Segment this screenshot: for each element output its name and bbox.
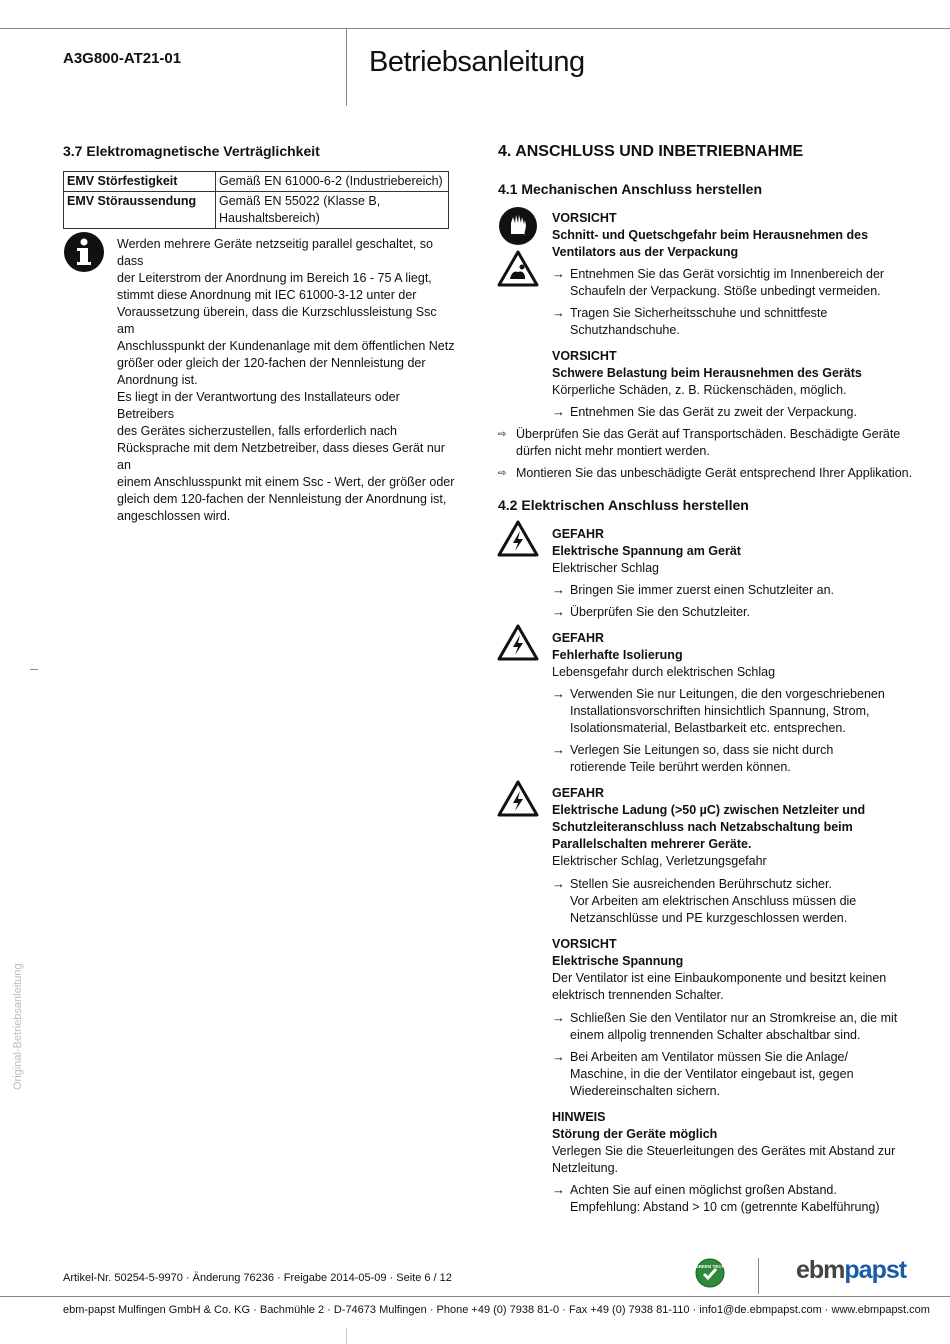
model-number: A3G800-AT21-01: [63, 50, 182, 67]
info-line: Rücksprache mit dem Netzbetreiber, dass dieses Gerät nur an: [117, 441, 445, 472]
action-text: Bringen Sie immer zuerst einen Schutzleiter an.: [570, 583, 835, 597]
section-title-4-2: 4.2 Elektrischen Anschluss herstellen: [498, 497, 749, 513]
action-text: Schutzhandschuhe.: [570, 323, 680, 337]
table-row: [64, 172, 449, 192]
action-text: Verwenden Sie nur Leitungen, die den vorgeschriebenen: [570, 687, 885, 701]
header-divider: [346, 28, 347, 106]
article-info: Artikel-Nr. 50254-5-9970 · Änderung 76236 · Freigabe 2014-05-09 · Seite 6 / 12: [63, 1272, 452, 1284]
danger-level: GEFAHR: [552, 631, 605, 645]
info-line: Anordnung ist.: [117, 373, 198, 387]
action-text: Wiedereinschalten sichern.: [570, 1084, 721, 1098]
action-text: Überprüfen Sie den Schutzleiter.: [570, 605, 750, 619]
emv-table: [63, 171, 449, 229]
logo-papst: papst: [844, 1256, 907, 1284]
arrow-icon: →: [552, 404, 565, 419]
danger-text: Elektrischer Schlag: [552, 561, 659, 575]
action-text: Verlegen Sie Leitungen so, dass sie nicht durch: [570, 743, 834, 757]
company-info: ebm-papst Mulfingen GmbH & Co. KG · Bachmühle 2 · D-74673 Mulfingen · Phone +49 (0) 7938 81-0 · Fax +49 (0) 7938 81-110 · info1@de.ebmpapst.com · www.ebmpapst.com: [63, 1304, 930, 1316]
info-line: gleich dem 120-fachen der Nennleistung der Anordnung ist,: [117, 492, 447, 506]
danger-heading: Fehlerhafte Isolierung: [552, 648, 683, 662]
footer-rule: [0, 1296, 950, 1297]
danger-heading: Elektrische Spannung am Gerät: [552, 544, 741, 558]
action-text: Stellen Sie ausreichenden Berührschutz sicher.: [570, 877, 832, 891]
action-text: rotierende Teile berührt werden können.: [570, 760, 791, 774]
action-text: Maschine, in die der Ventilator eingebaut ist, gegen: [570, 1067, 854, 1081]
arrow-icon: →: [552, 582, 565, 597]
danger-level: GEFAHR: [552, 786, 605, 800]
notice-heading: Störung der Geräte möglich: [552, 1127, 718, 1141]
greentech-badge-icon: [695, 1258, 725, 1288]
notice-text: Netzleitung.: [552, 1161, 619, 1175]
arrow-icon: →: [552, 686, 565, 701]
table-key: EMV Störfestigkeit: [64, 172, 216, 192]
info-line: Voraussetzung überein, dass die Kurzschlussleistung Ssc am: [117, 305, 437, 336]
action-text: einem allpolig trennenden Schalter abschaltbar sind.: [570, 1028, 861, 1042]
section-title-4-1: 4.1 Mechanischen Anschluss herstellen: [498, 181, 763, 197]
action-text: Netzanschlüsse und PE kurzgeschlossen werden.: [570, 911, 848, 925]
action-text: Vor Arbeiten am elektrischen Anschluss müssen die: [570, 894, 857, 908]
table-value: Gemäß EN 61000-6-2 (Industriebereich): [216, 172, 449, 192]
step-text: dürfen nicht mehr montiert werden.: [516, 444, 710, 458]
warning-heading: Schnitt- und Quetschgefahr beim Herausnehmen des: [552, 228, 869, 242]
action-text: Empfehlung: Abstand > 10 cm (getrennte Kabelführung): [570, 1200, 880, 1214]
notice-level: HINWEIS: [552, 1110, 606, 1124]
warning-text: Der Ventilator ist eine Einbaukomponente und besitzt keinen: [552, 971, 887, 985]
action-text: Schaufeln der Verpackung. Stöße unbedingt vermeiden.: [570, 284, 881, 298]
info-line: stimmt diese Anordnung mit IEC 61000-3-12 unter der: [117, 288, 417, 302]
step-marker-icon: ⇨: [498, 468, 507, 479]
warning-heading: Ventilators aus der Verpackung: [552, 245, 739, 259]
info-icon: [63, 231, 105, 273]
action-text: Achten Sie auf einen möglichst großen Abstand.: [570, 1183, 837, 1197]
danger-text: Elektrischer Schlag, Verletzungsgefahr: [552, 854, 767, 868]
table-key: EMV Störaussendung: [64, 192, 216, 229]
logo-ebm: ebm: [796, 1256, 845, 1284]
arrow-icon: →: [552, 266, 565, 281]
info-line: Es liegt in der Verantwortung des Installateurs oder Betreibers: [117, 390, 400, 421]
danger-level: GEFAHR: [552, 527, 605, 541]
electric-hazard-icon: [497, 780, 539, 818]
info-line: der Leiterstrom der Anordnung im Bereich 16 - 75 A liegt,: [117, 271, 432, 285]
warning-text: elektrisch trennenden Schalter.: [552, 988, 724, 1002]
arrow-icon: →: [552, 876, 565, 891]
section-title-emv: 3.7 Elektromagnetische Verträglichkeit: [63, 143, 320, 159]
danger-heading: Schutzleiteranschluss nach Netzabschaltung beim: [552, 820, 853, 834]
ebmpapst-logo: [796, 1256, 906, 1285]
warning-level: VORSICHT: [552, 349, 617, 363]
crush-hazard-icon: [497, 250, 539, 288]
arrow-icon: →: [552, 742, 565, 757]
info-line: Anschlusspunkt der Kundenanlage mit dem öffentlichen Netz: [117, 339, 455, 353]
info-line: einem Anschlusspunkt mit einem Ssc - Wert, der größer oder: [117, 475, 455, 489]
arrow-icon: →: [552, 1010, 565, 1025]
header-rule: [0, 28, 950, 29]
warning-text: Körperliche Schäden, z. B. Rückenschäden, möglich.: [552, 383, 847, 397]
danger-heading: Elektrische Ladung (>50 µC) zwischen Netzleiter und: [552, 803, 866, 817]
action-text: Entnehmen Sie das Gerät zu zweit der Verpackung.: [570, 405, 857, 419]
warning-level: VORSICHT: [552, 937, 617, 951]
greentech-label: GREEN TECH: [695, 1264, 725, 1269]
info-line: Werden mehrere Geräte netzseitig parallel geschaltet, so dass: [117, 237, 433, 268]
arrow-icon: →: [552, 604, 565, 619]
step-marker-icon: ⇨: [498, 429, 507, 440]
gloves-icon: [498, 206, 538, 246]
arrow-icon: →: [552, 1049, 565, 1064]
footer-divider: [758, 1258, 759, 1294]
warning-heading: Elektrische Spannung: [552, 954, 684, 968]
action-text: Isolationsmaterial, Belastbarkeit etc. entsprechen.: [570, 721, 846, 735]
document-title: Betriebsanleitung: [369, 46, 585, 78]
action-text: Schließen Sie den Ventilator nur an Stromkreise an, die mit: [570, 1011, 898, 1025]
notice-text: Verlegen Sie die Steuerleitungen des Gerätes mit Abstand zur: [552, 1144, 896, 1158]
action-text: Bei Arbeiten am Ventilator müssen Sie die Anlage/: [570, 1050, 848, 1064]
sidebar-label: Original-Betriebsanleitung: [12, 963, 24, 1090]
danger-text: Lebensgefahr durch elektrischen Schlag: [552, 665, 776, 679]
step-text: Überprüfen Sie das Gerät auf Transportschäden. Beschädigte Geräte: [516, 427, 901, 441]
info-text-block: [117, 236, 457, 525]
table-row: [64, 192, 449, 229]
action-text: Installationsvorschriften hinsichtlich Spannung, Strom,: [570, 704, 870, 718]
arrow-icon: →: [552, 1182, 565, 1197]
danger-heading: Parallelschalten mehrerer Geräte.: [552, 837, 752, 851]
action-text: Entnehmen Sie das Gerät vorsichtig im Innenbereich der: [570, 267, 885, 281]
electric-hazard-icon: [497, 520, 539, 558]
warning-level: VORSICHT: [552, 211, 617, 225]
footer-divider-lower: [346, 1328, 347, 1344]
warning-heading: Schwere Belastung beim Herausnehmen des Geräts: [552, 366, 862, 380]
arrow-icon: →: [552, 305, 565, 320]
info-line: größer oder gleich der 120-fachen der Nennleistung der: [117, 356, 426, 370]
info-line: des Gerätes sicherzustellen, falls erforderlich nach: [117, 424, 397, 438]
step-text: Montieren Sie das unbeschädigte Gerät entsprechend Ihrer Applikation.: [516, 466, 913, 480]
chapter-title: 4. ANSCHLUSS UND INBETRIEBNAHME: [498, 143, 804, 160]
electric-hazard-icon: [497, 624, 539, 662]
table-value: Gemäß EN 55022 (Klasse B, Haushaltsbereich): [216, 192, 449, 229]
fold-mark: [30, 669, 38, 670]
action-text: Tragen Sie Sicherheitsschuhe und schnittfeste: [570, 306, 828, 320]
info-line: angeschlossen wird.: [117, 509, 231, 523]
